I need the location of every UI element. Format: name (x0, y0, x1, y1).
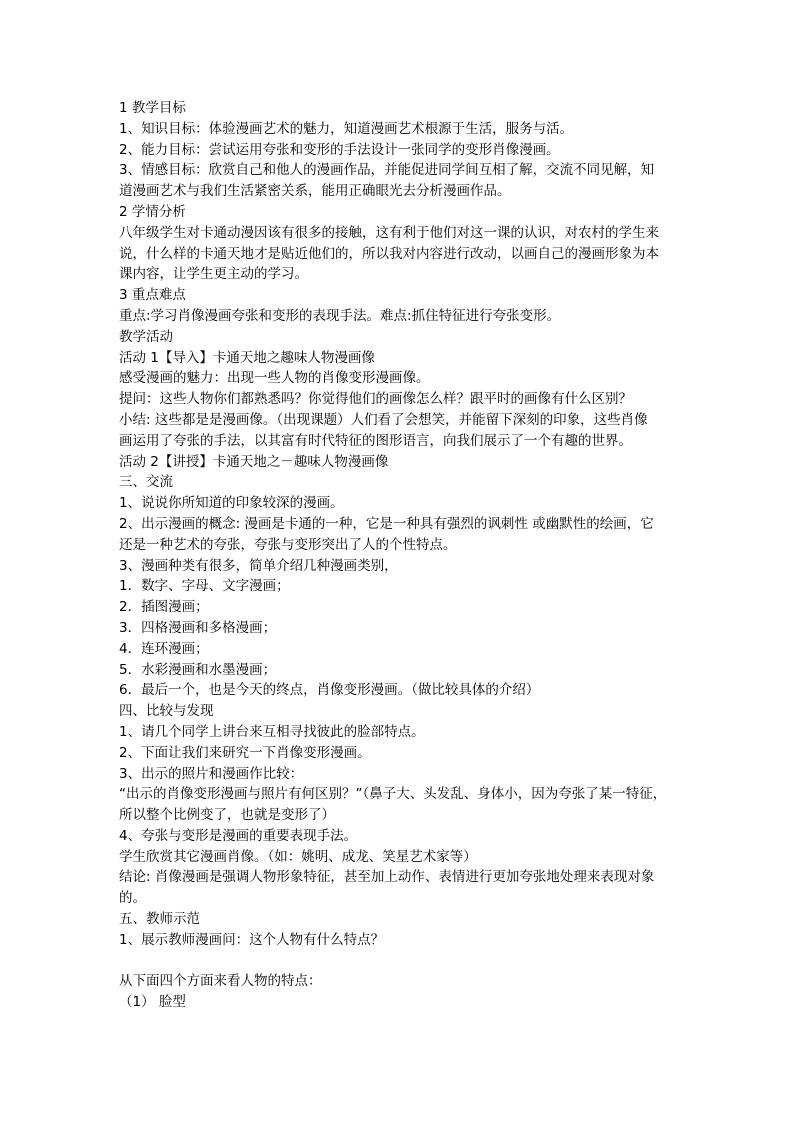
section-4-item-2: 2、下面让我们来研究一下肖像变形漫画。 (119, 744, 371, 761)
feature-face-shape: （1） 脸型 (119, 994, 186, 1011)
student-appreciation: 学生欣赏其它漫画肖像。（如：姚明、成龙、笑星艺术家等） (119, 848, 477, 865)
section-4-heading: 四、比较与发现 (119, 703, 214, 720)
comic-type-4: 4．连环漫画； (119, 640, 209, 657)
comparison-question: “出示的肖像变形漫画与照片有何区别？”（鼻子大、头发乱、身体小，因为夸张了某一特征， (119, 786, 667, 803)
features-intro: 从下面四个方面来看人物的特点： (119, 973, 322, 990)
comic-type-1: 1．数字、字母、文字漫画； (119, 578, 290, 595)
section-5-item-1: 1、展示教师漫画问：这个人物有什么特点？ (119, 931, 385, 948)
section-4-item-3: 3、出示的照片和漫画作比较： (119, 765, 304, 782)
comic-type-6: 6．最后一个，也是今天的终点，肖像变形漫画。（做比较具体的介绍） (119, 682, 540, 699)
section-3-item-2-cont: 还是一种艺术的夸张，夸张与变形突出了人的个性特点。 (119, 536, 457, 553)
student-analysis-line-3: 课内容，让学生更主动的学习。 (119, 266, 308, 283)
student-analysis-line-1: 八年级学生对卡通动漫因该有很多的接触，这有利于他们对这一课的认识，对农村的学生来 (119, 224, 659, 241)
comic-type-2: 2．插图漫画； (119, 599, 209, 616)
section-4-item-1: 1、请几个同学上讲台来互相寻找彼此的脸部特点。 (119, 723, 425, 740)
activity-2-title: 活动 2【讲授】卡通天地之－趣味人物漫画像 (119, 453, 389, 470)
goal-emotion: 3、情感目标：欣赏自己和他人的漫画作品，并能促进同学间互相了解，交流不同见解，知 (119, 162, 655, 179)
comic-type-5: 5．水彩漫画和水墨漫画； (119, 661, 277, 678)
goal-ability: 2、能力目标：尝试运用夸张和变形的手法设计一张同学的变形肖像漫画。 (119, 141, 560, 158)
heading-teaching-goals: 1 教学目标 (119, 100, 186, 116)
activity-1-line-4: 画运用了夸张的手法，以其富有时代特征的图形语言，向我们展示了一个有趣的世界。 (119, 432, 632, 449)
student-analysis-line-2: 说，什么样的卡通天地才是贴近他们的，所以我对内容进行改动，以画自己的漫画形象为本 (119, 245, 659, 262)
comparison-question-cont: 所以整个比例变了，也就是变形了） (119, 807, 335, 824)
goal-knowledge: 1、知识目标：体验漫画艺术的魅力，知道漫画艺术根源于生活，服务与活。 (119, 120, 574, 137)
heading-teaching-activities: 教学活动 (119, 328, 173, 345)
conclusion-cont: 的。 (119, 890, 146, 907)
section-4-item-4: 4、夸张与变形是漫画的重要表现手法。 (119, 827, 358, 844)
heading-key-points: 3 重点难点 (119, 287, 186, 304)
blank-line (119, 951, 691, 972)
section-3-heading: 三、交流 (119, 474, 173, 491)
key-points-text: 重点:学习肖像漫画夸张和变形的表现手法。难点:抓住特征进行夸张变形。 (119, 307, 561, 324)
comic-type-3: 3．四格漫画和多格漫画； (119, 619, 277, 636)
activity-1-line-1: 感受漫画的魅力：出现一些人物的肖像变形漫画像。 (119, 370, 430, 387)
section-3-item-2: 2、出示漫画的概念: 漫画是卡通的一种，它是一种具有强烈的讽刺性 或幽默性的绘画，它 (119, 515, 654, 532)
heading-student-analysis: 2 学情分析 (119, 203, 186, 220)
activity-1-title: 活动 1【导入】卡通天地之趣味人物漫画像 (119, 349, 375, 366)
goal-emotion-cont: 道漫画艺术与我们生活紧密关系，能用正确眼光去分析漫画作品。 (119, 183, 511, 200)
section-5-heading: 五、教师示范 (119, 911, 200, 928)
section-3-item-1: 1、说说你所知道的印象较深的漫画。 (119, 495, 344, 512)
activity-1-line-3: 小结: 这些都是是漫画像。（出现课题）人们看了会想笑，并能留下深刻的印象，这些肖像 (119, 411, 648, 428)
activity-1-line-2: 提问：这些人物你们都熟悉吗？你觉得他们的画像怎么样？跟平时的画像有什么区别？ (119, 391, 632, 408)
document-body (119, 98, 691, 1013)
conclusion: 结论: 肖像漫画是强调人物形象特征，甚至加上动作、表情进行更加夸张地处理来表现对象 (119, 869, 655, 886)
section-3-item-3: 3、漫画种类有很多，简单介绍几种漫画类别， (119, 557, 398, 574)
